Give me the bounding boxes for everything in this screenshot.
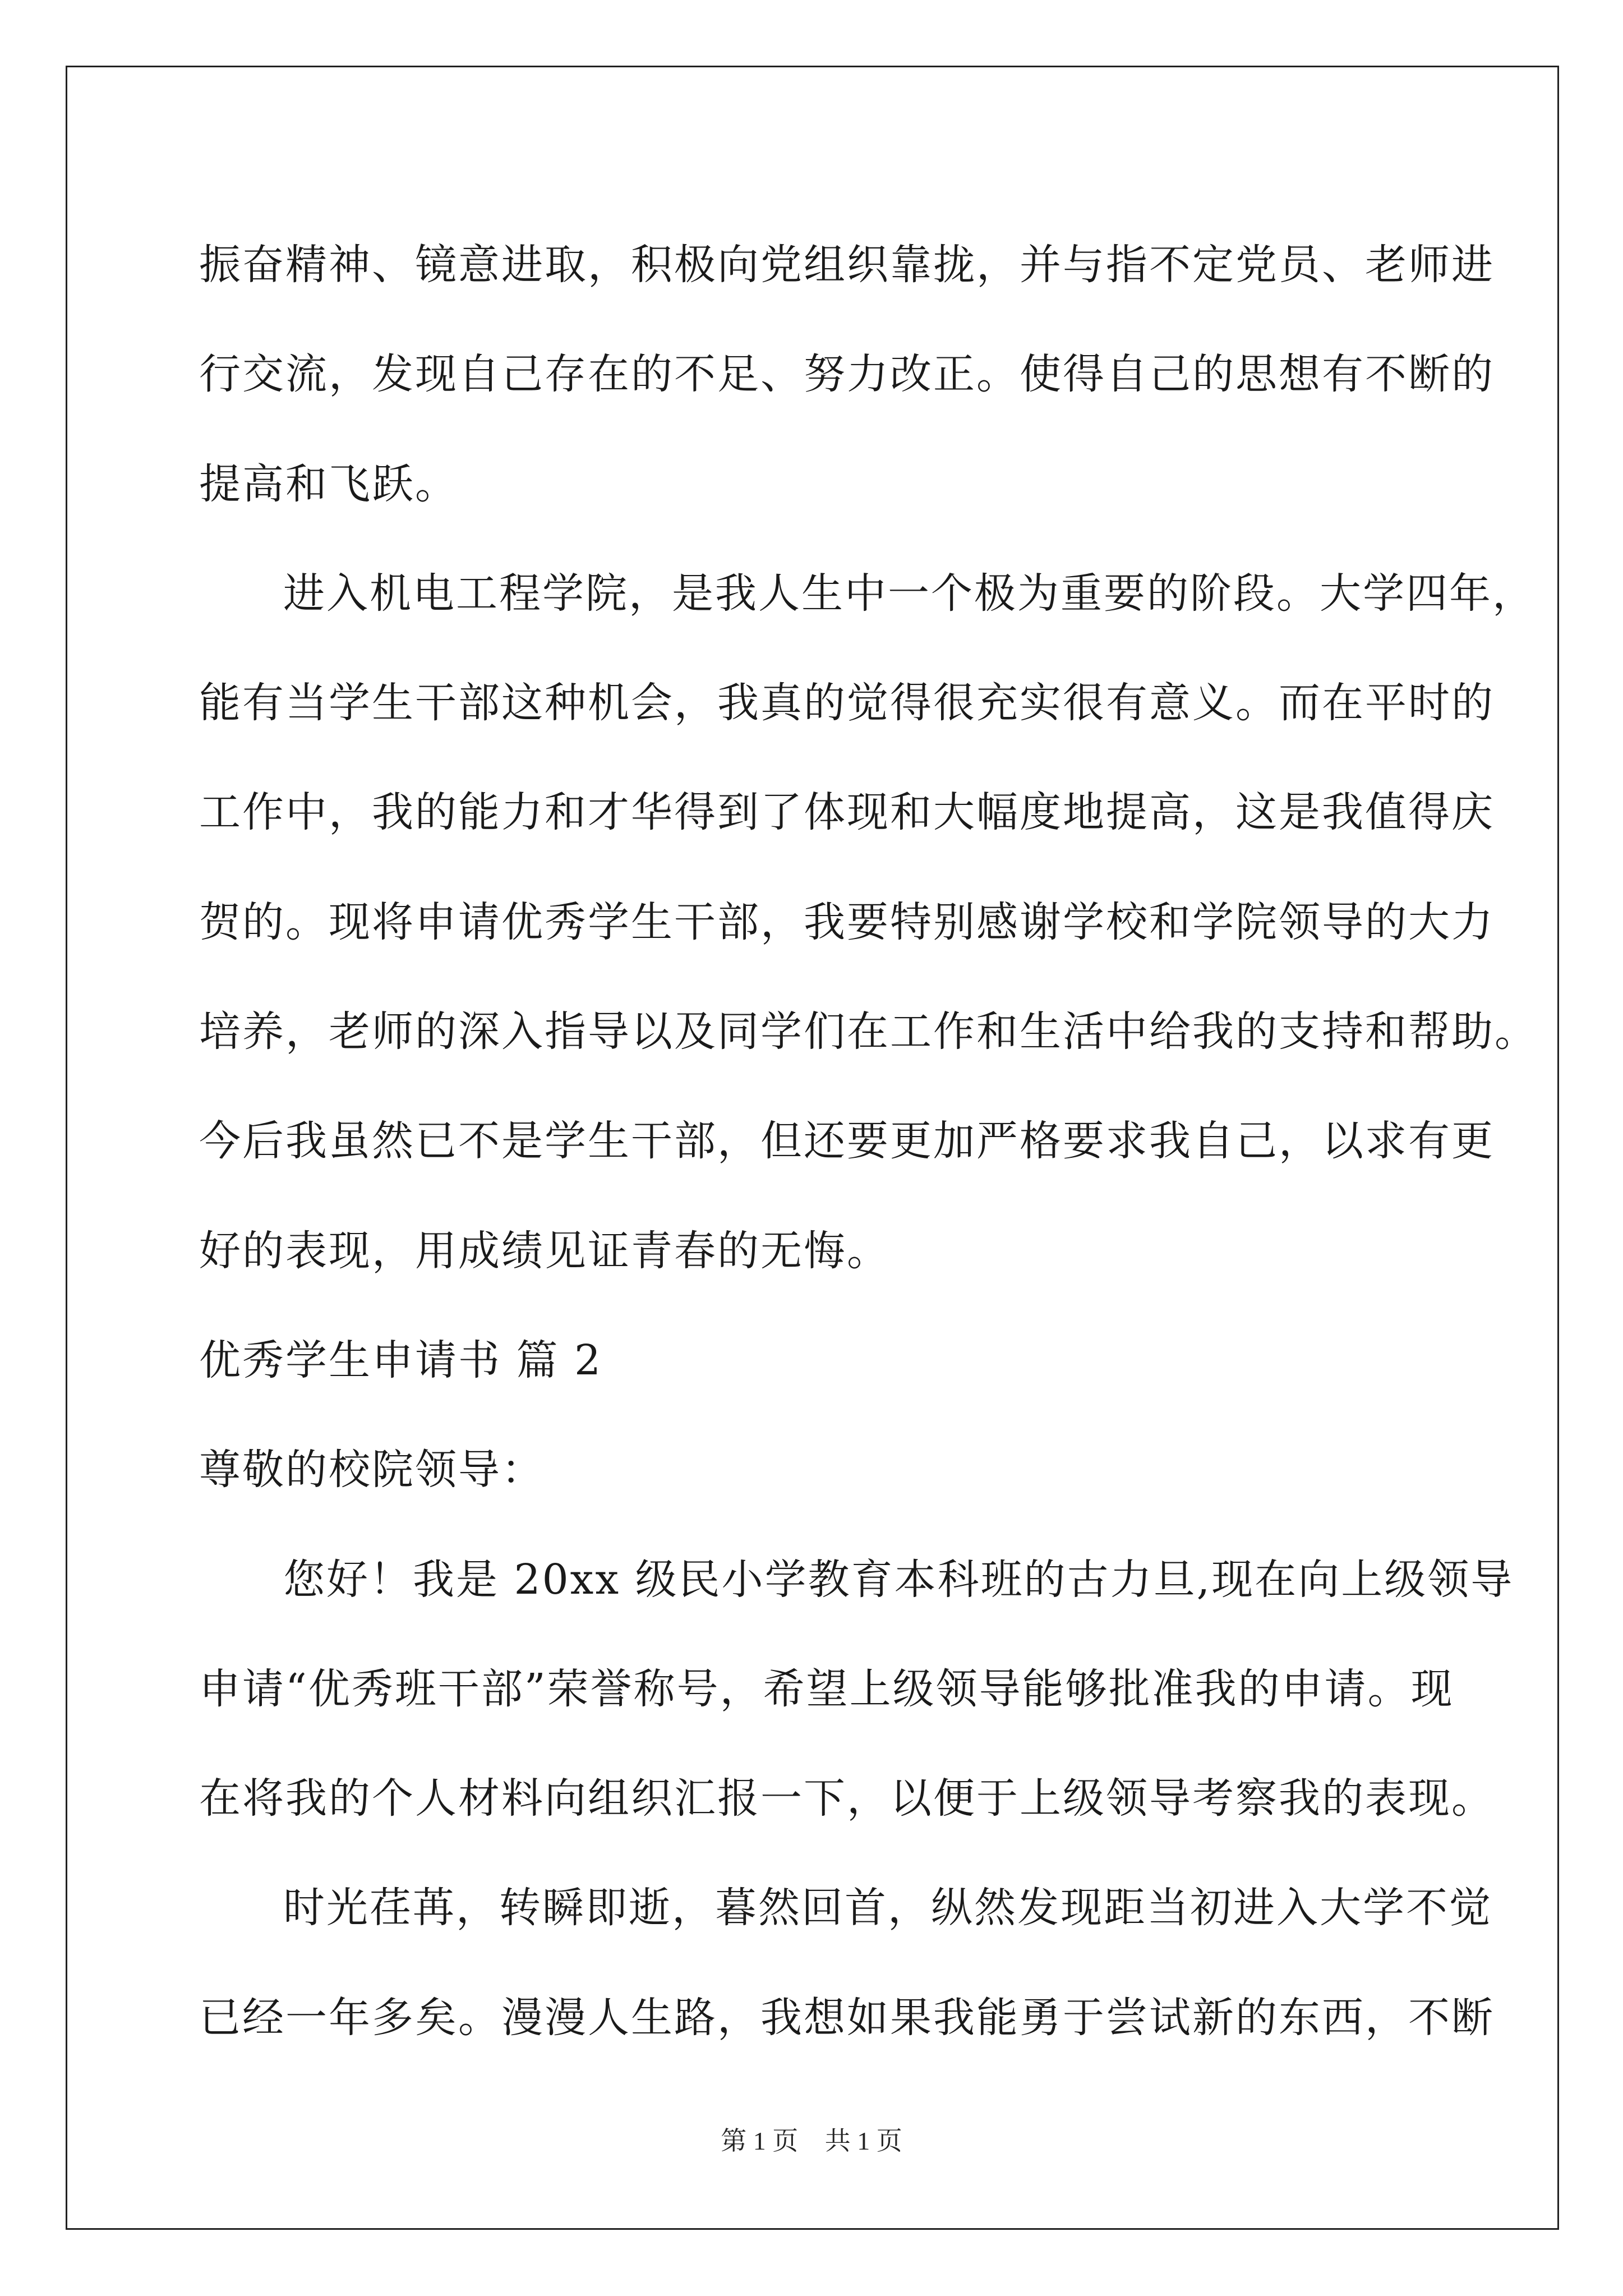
text-line: 已经一年多矣。漫漫人生路，我想如果我能勇于尝试新的东西，不断 <box>199 1993 1495 2042</box>
page-number: 第 1 页 <box>721 2127 799 2155</box>
page-footer <box>0 2120 1623 2157</box>
paragraph-start-line: 进入机电工程学院，是我人生中一个极为重要的阶段。大学四年， <box>283 569 1536 618</box>
paragraph-start-line: 时光荏苒，转瞬即逝，暮然回首，纵然发现距当初进入大学不觉 <box>283 1884 1492 1932</box>
text-line: 好的表现，用成绩见证青春的无悔。 <box>199 1226 890 1275</box>
text-line: 行交流，发现自己存在的不足、努力改正。使得自己的思想有不断的 <box>199 350 1495 399</box>
text-line: 振奋精神、镜意进取，积极向党组织靠拢，并与指不定党员、老师进 <box>199 241 1495 289</box>
text-line: 申请“优秀班干部”荣誉称号，希望上级领导能够批准我的申请。现 <box>199 1664 1454 1713</box>
text-line: 工作中，我的能力和才华得到了体现和大幅度地提高，这是我值得庆 <box>199 788 1495 837</box>
section-heading: 优秀学生申请书 篇 2 <box>199 1336 603 1384</box>
paragraph-start-line: 您好！我是 20xx 级民小学教育本科班的古力旦,现在向上级领导 <box>283 1555 1514 1604</box>
text-line: 今后我虽然已不是学生干部，但还要更加严格要求我自己，以求有更 <box>199 1117 1495 1166</box>
text-line: 在将我的个人材料向组织汇报一下，以便于上级领导考察我的表现。 <box>199 1774 1495 1823</box>
text-line: 提高和飞跃。 <box>199 459 458 508</box>
text-line: 贺的。现将申请优秀学生干部，我要特别感谢学校和学院领导的大力 <box>199 898 1495 946</box>
text-line: 培养，老师的深入指导以及同学们在工作和生活中给我的支持和帮助。 <box>199 1007 1538 1056</box>
salutation: 尊敬的校院领导： <box>199 1446 545 1494</box>
text-line: 能有当学生干部这种机会，我真的觉得很充实很有意义。而在平时的 <box>199 679 1495 728</box>
document-body <box>199 210 1538 2073</box>
page-total: 共 1 页 <box>824 2127 902 2155</box>
